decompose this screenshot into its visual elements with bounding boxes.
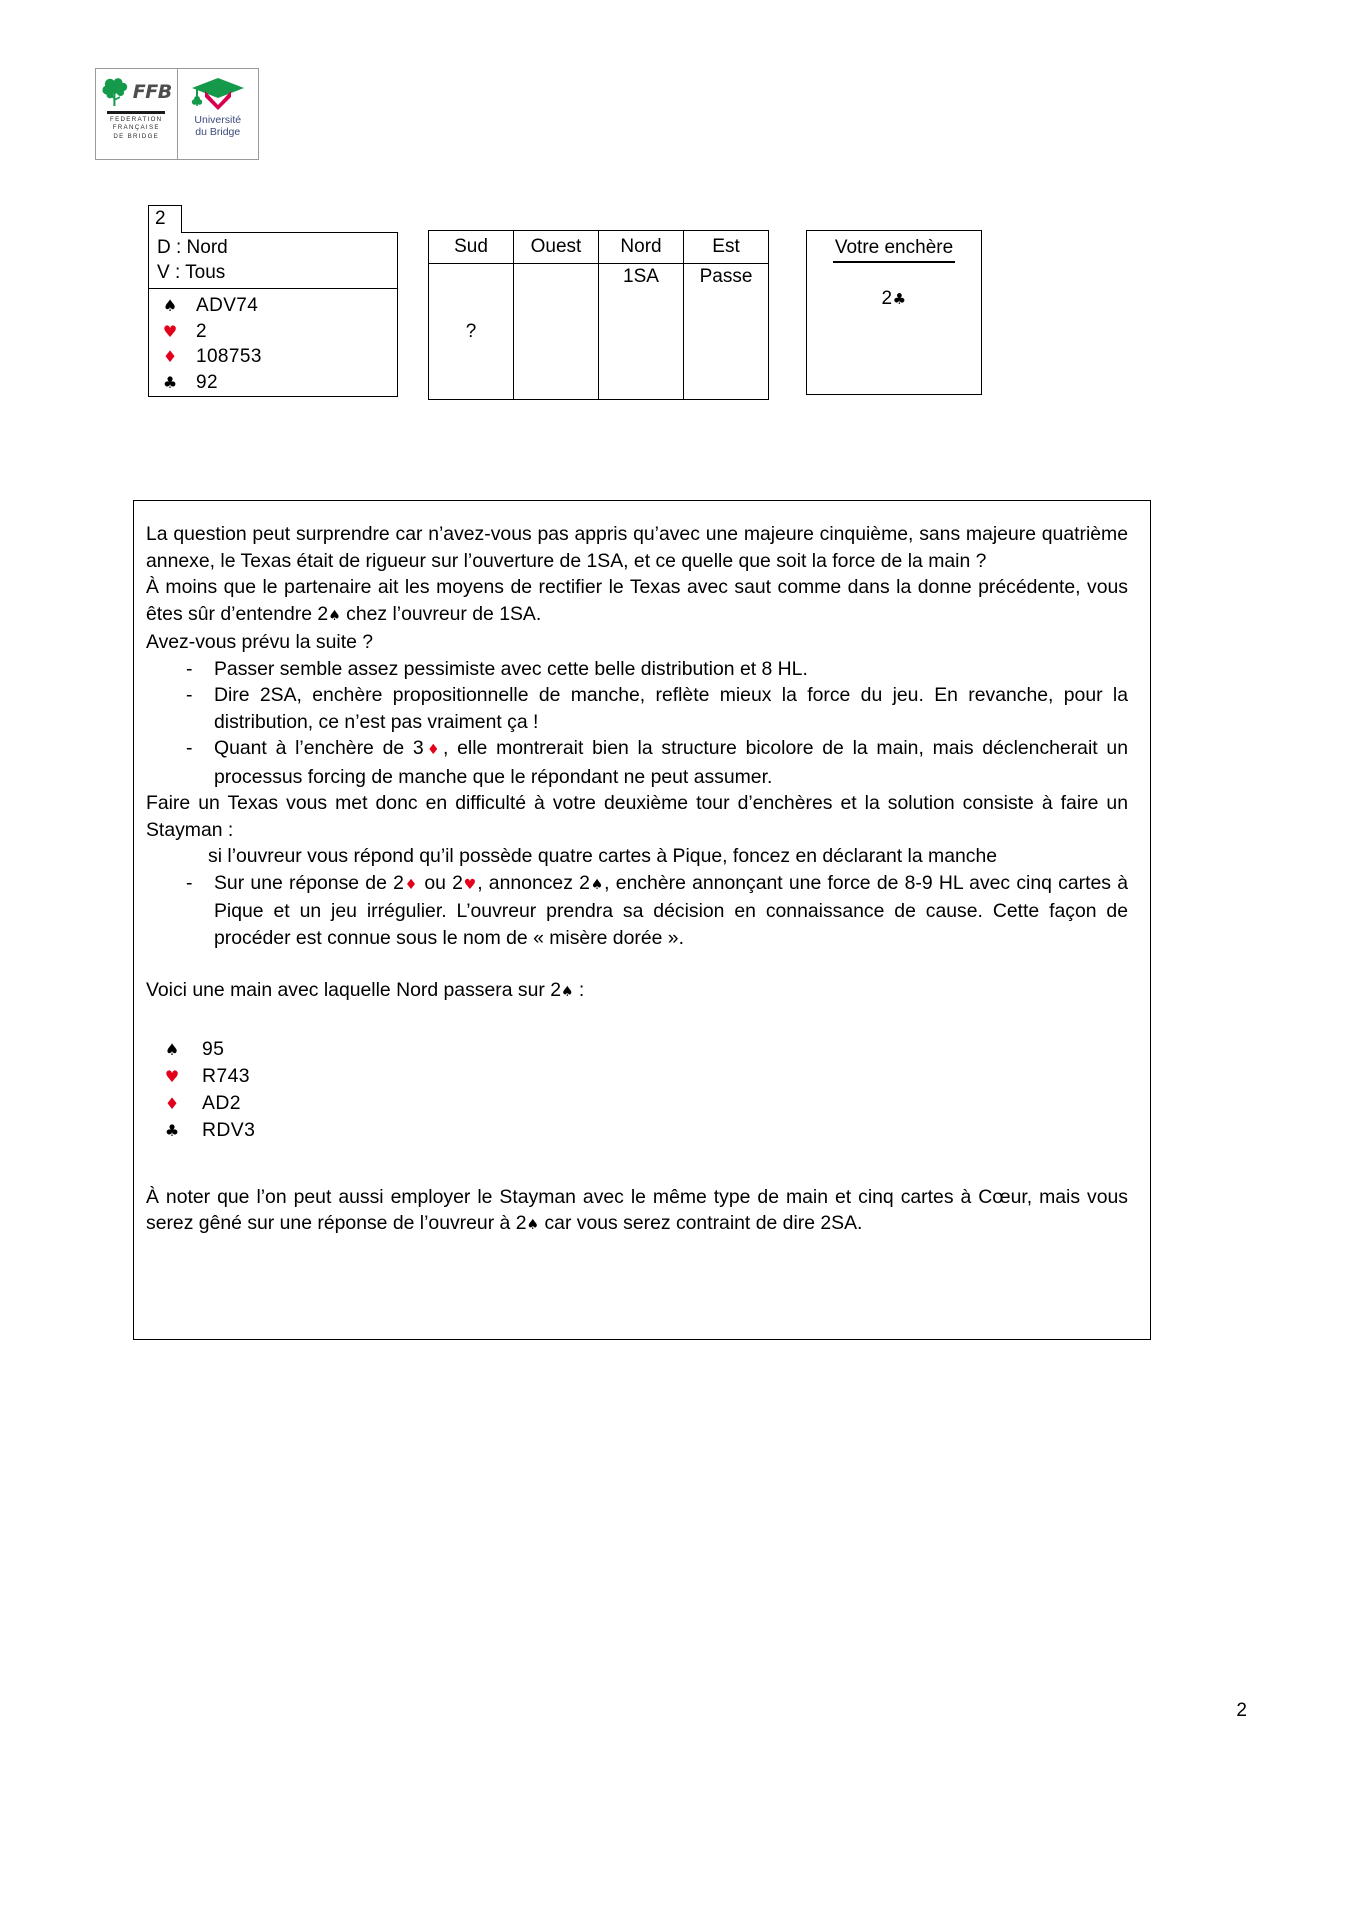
hand-cards-spades: ADV74 <box>196 295 259 316</box>
ffb-divider-rule <box>107 111 165 114</box>
example-hand-row-diamonds <box>146 1090 1128 1117</box>
list-item <box>146 735 1128 790</box>
explanation-paragraph-7 <box>146 1184 1128 1239</box>
auction-table <box>428 230 769 400</box>
page-number: 2 <box>1236 1700 1247 1721</box>
university-name-line1: Université <box>194 114 242 126</box>
organization-logo-block <box>95 68 259 160</box>
diamond-icon: ♦ <box>164 1093 180 1113</box>
hand-row-diamonds <box>149 344 397 370</box>
bullet-dash: - <box>186 871 193 894</box>
hand-row-hearts <box>149 319 397 345</box>
auction-cell-sud: ? <box>429 264 514 400</box>
explanation-paragraph-6-part-b: : <box>573 979 585 1001</box>
list-item <box>146 870 1128 952</box>
your-bid-box <box>806 230 982 395</box>
spade-icon: ♠ <box>589 876 605 893</box>
deal-hand-box <box>148 232 398 397</box>
diamond-icon: ♦ <box>403 876 419 893</box>
hand-cards-clubs: 92 <box>196 371 218 393</box>
auction-header-est: Est <box>684 231 769 264</box>
bullet-dash: - <box>186 737 193 759</box>
hand-cards-diamonds: 108753 <box>196 346 262 367</box>
explanation-bullet-list <box>146 656 1128 791</box>
example-hand-cards-clubs: RDV3 <box>202 1118 256 1141</box>
list-item <box>146 656 1128 683</box>
auction-cell-ouest <box>514 264 599 400</box>
ffb-logo-cell <box>96 69 178 159</box>
university-graduation-cap-mark <box>189 75 247 111</box>
spade-icon: ♠ <box>162 296 178 315</box>
bullet-3-post: , elle montrerait bien la structure bicolore de la main, mais déclencherait un processus forcing de manche que le répondant ne peut assumer. <box>214 737 1128 788</box>
explanation-paragraph-5: si l’ouvreur vous répond qu’il possède quatre cartes à Pique, foncez en déclarant la manche <box>208 845 998 867</box>
bullet-2-text: Dire 2SA, enchère propositionnelle de manche, reflète mieux la force du jeu. En revanche, pour la distribution, ce n’est pas vraiment ça ! <box>214 684 1128 733</box>
diamond-icon: ♦ <box>423 742 443 758</box>
club-icon: ♣ <box>164 1120 180 1140</box>
university-name-line2: du Bridge <box>195 126 241 139</box>
explanation-paragraph-3: Avez-vous prévu la suite ? <box>146 631 374 653</box>
bullet-4-seg2: ou 2 <box>418 871 463 894</box>
your-bid-value <box>807 288 981 310</box>
bullet-3-pre: Quant à l’enchère de 3 <box>214 737 424 759</box>
example-hand-cards-spades: 95 <box>202 1037 225 1060</box>
ffb-mark <box>101 75 172 109</box>
auction-cell-est: Passe <box>684 264 769 400</box>
explanation-paragraph-2-part-a: À moins que le partenaire ait les moyens de rectifier le Texas avec saut comme dans la donne précédente, vous êtes sûr d’entendre 2 <box>146 576 1128 625</box>
diamond-icon: ♦ <box>162 347 178 366</box>
explanation-bullet-list-2 <box>146 870 1128 952</box>
explanation-paragraph-4: Faire un Texas vous met donc en difficulté à votre deuxième tour d’enchères et la solution consiste à faire un Stayman : <box>146 792 1128 841</box>
ffb-federation-line1: FEDERATION <box>110 115 163 123</box>
ffb-abbreviation: FFB <box>132 80 172 103</box>
hand-cards-hearts: 2 <box>196 320 207 342</box>
explanation-paragraph-7-part-b: car vous serez contraint de dire 2SA. <box>539 1212 863 1234</box>
auction-header-row <box>429 231 769 264</box>
deal-conditions <box>149 233 397 289</box>
hand-row-clubs <box>149 370 397 396</box>
spade-icon: ♠ <box>164 1039 180 1059</box>
hand-suit-list <box>149 289 397 395</box>
spacer <box>146 951 1128 977</box>
explanation-text-box <box>133 500 1151 1340</box>
example-hand <box>146 1036 1128 1144</box>
ffb-tree-icon <box>101 76 131 108</box>
spade-icon: ♠ <box>328 607 341 624</box>
explanation-paragraph-6-part-a: Voici une main avec laquelle Nord passera sur 2 <box>146 979 561 1001</box>
example-hand-cards-hearts: R743 <box>202 1064 250 1087</box>
deal-number-tab: 2 <box>148 205 182 233</box>
spacer <box>146 1144 1128 1184</box>
spade-icon: ♠ <box>560 984 574 1000</box>
heart-icon: ♥ <box>164 1066 180 1086</box>
your-bid-title: Votre enchère <box>833 231 955 263</box>
bullet-4-seg1: Sur une réponse de 2 <box>214 871 404 894</box>
bullet-4-seg3: , annoncez 2 <box>477 871 590 894</box>
auction-header-ouest: Ouest <box>514 231 599 264</box>
example-hand-row-hearts <box>146 1063 1128 1090</box>
club-icon: ♣ <box>162 372 178 392</box>
explanation-paragraph-2 <box>146 574 1128 629</box>
example-hand-row-spades <box>146 1036 1128 1063</box>
auction-header-nord: Nord <box>599 231 684 264</box>
heart-icon: ♥ <box>162 321 178 341</box>
list-item <box>146 682 1128 735</box>
graduation-cap-icon <box>189 75 247 111</box>
auction-header-sud: Sud <box>429 231 514 264</box>
vulnerability-line: V : Tous <box>157 262 226 283</box>
hand-row-spades <box>149 293 397 319</box>
spacer <box>146 1006 1128 1032</box>
university-logo-cell <box>178 69 259 159</box>
explanation-paragraph-7-part-a: À noter que l’on peut aussi employer le Stayman avec le même type de main et cinq cartes à Cœur, mais vous serez gêné sur une réponse de l’ouvreur à 2 <box>146 1185 1128 1234</box>
spade-icon: ♠ <box>526 1217 540 1233</box>
explanation-paragraph-6 <box>146 977 1128 1006</box>
auction-cell-nord: 1SA <box>599 264 684 400</box>
bullet-1-text: Passer semble assez pessimiste avec cette belle distribution et 8 HL. <box>214 657 808 680</box>
dealer-line: D : Nord <box>157 237 228 258</box>
bullet-4-seg4: , enchère annonçant une force de 8-9 HL avec cinq cartes à Pique et un jeu irrégulier. L’ouvreur prendra sa décision en connaissance de cause. Cette façon de procéder est connue sous le nom de « misère dorée ». <box>214 871 1128 949</box>
explanation-paragraph-1: La question peut surprendre car n’avez-vous pas appris qu’avec une majeure cinquième, sans majeure quatrième annexe, le Texas était de rigueur sur l’ouverture de 1SA, et ce quelle que soit la force de la main ? <box>146 523 1128 572</box>
ffb-federation-line3: DE BRIDGE <box>113 133 160 141</box>
your-bid-level: 2 <box>881 288 893 309</box>
explanation-paragraph-2-part-b: chez l’ouvreur de 1SA. <box>340 602 542 625</box>
ffb-federation-line2: FRANÇAISE <box>112 124 160 132</box>
example-hand-row-clubs <box>146 1117 1128 1144</box>
auction-bid-row <box>429 264 769 400</box>
example-hand-cards-diamonds: AD2 <box>202 1091 241 1114</box>
bullet-dash: - <box>186 684 193 706</box>
club-icon: ♣ <box>892 290 907 308</box>
heart-icon: ♥ <box>462 876 478 893</box>
bullet-dash: - <box>186 657 193 680</box>
